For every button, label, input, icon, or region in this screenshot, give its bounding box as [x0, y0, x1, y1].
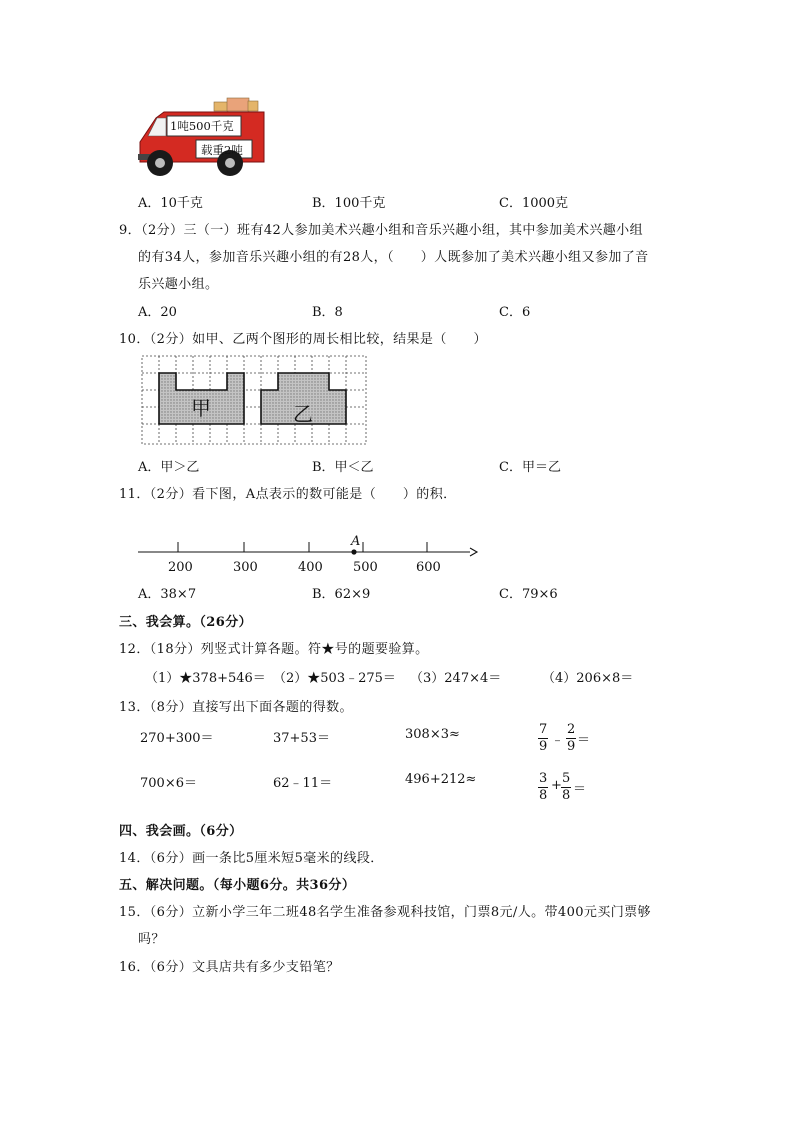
- fraction-7-9: $\frac{7}{9}$: [539, 722, 548, 754]
- fraction-3-8: $\frac{3}{8}$: [539, 771, 548, 803]
- q9-line-2: 的有34人，参加音乐兴趣小组的有28人，（ ）人既参加了美术兴趣小组又参加了音: [138, 250, 649, 265]
- shape-jia-label: 甲: [191, 396, 211, 420]
- q12-item-4: （4）206×8＝: [542, 671, 634, 686]
- q13-question: 13．（8分）直接写出下面各题的得数。: [119, 700, 353, 715]
- cargo-box: [248, 101, 258, 111]
- section-5-heading: 五、解决问题。（每小题6分。共36分）: [119, 878, 356, 893]
- q14-question: 14．（6分）画一条比5厘米短5毫米的线段．: [119, 851, 384, 866]
- q11-question: 11．（2分）看下图，A点表示的数可能是（ ）的积．: [119, 487, 457, 502]
- tick-label-500: 500: [353, 560, 378, 575]
- q11-option-b: B．62×9: [312, 587, 371, 602]
- q9-line-3: 乐兴趣小组。: [138, 277, 219, 292]
- section-4-heading: 四、我会画。（6分）: [119, 824, 243, 839]
- q13-item-1: 270+300＝: [140, 731, 214, 746]
- q13-item-6: 62﹣11＝: [273, 776, 333, 791]
- shape-grid-figure: [140, 354, 368, 446]
- q9-option-b: B．8: [312, 305, 343, 320]
- q13-item-3: 308×3≈: [405, 727, 460, 742]
- point-a-label: A: [351, 534, 361, 549]
- truck-illustration: [134, 96, 274, 184]
- equals-sign: ＝: [573, 782, 587, 797]
- tick-label-300: 300: [233, 560, 258, 575]
- fraction-operator: ﹣: [551, 733, 565, 748]
- shape-yi-label: 乙: [293, 402, 313, 426]
- q8-option-b: B．100千克: [312, 196, 386, 211]
- q9-line-1: 9．（2分）三（一）班有42人参加美术兴趣小组和音乐兴趣小组，其中参加美术兴趣小组: [119, 223, 643, 238]
- q9-option-a: A．20: [138, 305, 177, 320]
- equals-sign: ＝: [577, 733, 591, 748]
- cargo-box: [227, 98, 249, 111]
- fraction-2-9: $\frac{2}{9}$: [567, 722, 576, 754]
- cargo-box: [214, 102, 228, 111]
- q10-question: 10．（2分）如甲、乙两个图形的周长相比较，结果是（ ）: [119, 332, 487, 347]
- q8-option-c: C．1000克: [499, 196, 569, 211]
- point-a-dot: [351, 549, 356, 554]
- tick-label-400: 400: [298, 560, 323, 575]
- tick-label-200: 200: [168, 560, 193, 575]
- q11-option-a: A．38×7: [138, 587, 197, 602]
- section-3-heading: 三、我会算。（26分）: [119, 615, 252, 630]
- q11-option-c: C．79×6: [499, 587, 558, 602]
- q16-question: 16．（6分）文具店共有多少支铅笔？: [119, 960, 340, 975]
- arrow-icon: [470, 548, 477, 556]
- q10-option-a: A．甲＞乙: [138, 460, 200, 475]
- q15-line-1: 15．（6分）立新小学三年二班48名学生准备参观科技馆，门票8元/人。带400元买门票够: [119, 905, 651, 920]
- q13-item-2: 37+53＝: [273, 731, 330, 746]
- tick-label-600: 600: [416, 560, 441, 575]
- fraction-operator: +: [551, 778, 562, 793]
- q12-item-1: （1）★378+546＝: [145, 671, 266, 686]
- number-line: [136, 536, 480, 558]
- q12-item-3: （3）247×4＝: [410, 671, 502, 686]
- q13-item-7: 496+212≈: [405, 772, 477, 787]
- q8-option-a: A．10千克: [138, 196, 203, 211]
- q9-option-c: C．6: [499, 305, 531, 320]
- q10-option-b: B．甲＜乙: [312, 460, 374, 475]
- truck-door-text: 载重2吨: [201, 143, 243, 157]
- truck-sign-text: 1吨500千克: [170, 119, 234, 133]
- q13-item-5: 700×6＝: [140, 776, 197, 791]
- q12-item-2: （2）★503﹣275＝: [273, 671, 396, 686]
- fraction-5-8: $\frac{5}{8}$: [562, 771, 571, 803]
- q15-line-2: 吗？: [138, 932, 165, 947]
- q12-question: 12．（18分）列竖式计算各题。符★号的题要验算。: [119, 642, 429, 657]
- q10-option-c: C．甲＝乙: [499, 460, 561, 475]
